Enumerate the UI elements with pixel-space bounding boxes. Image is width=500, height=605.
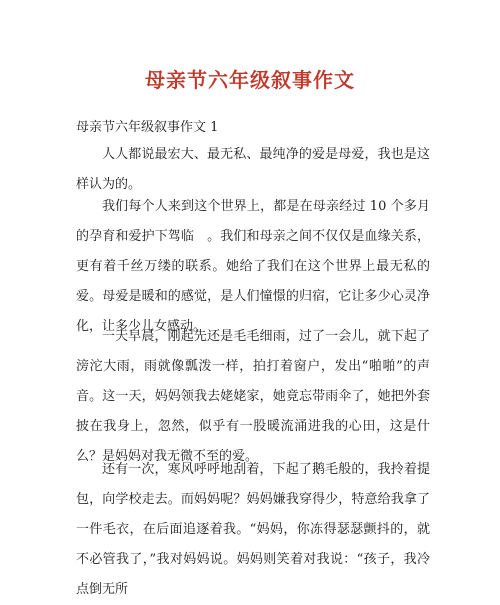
- paragraph: 人人都说最宏大、最无私、最纯净的爱是母爱，我也是这样认为的。: [76, 147, 430, 192]
- paragraph: 还有一次，寒风呼呼地刮着，下起了鹅毛般的，我拎着提包，向学校走去。而妈妈呢？妈妈嫌我穿得少，特意给我拿了一件毛衣，在后面追逐着我。“妈妈，你冻得瑟瑟颤抖的，就不必管我了，”我对妈妈说。妈妈则笑着对我说：“孩子，我冷点倒无所: [76, 462, 430, 597]
- document-subtitle: 母亲节六年级叙事作文 1: [76, 120, 219, 135]
- paragraph: 我们每个人来到这个世界上，都是在母亲经过 10 个多月的孕育和爱护下驾临 。我们和母亲之间不仅仅是血缘关系，更有着千丝万缕的联系。她给了我们在这个世界上最无私的爱。母爱是暖和的感觉，是人们憧憬的归宿，它让多少心灵净化，让多少儿女感动。: [76, 199, 430, 334]
- document-title: 母亲节六年级叙事作文: [145, 68, 355, 92]
- paragraph: 一天早晨，刚起先还是毛毛细雨，过了一会儿，就下起了滂沱大雨，雨就像瓢泼一样，拍打着窗户，发出“啪啪”的声音。这一天，妈妈领我去姥姥家，她竟忘带雨伞了，她把外套披在我身上，忽然，似乎有一股暖流涌进我的心田，这是什么？是妈妈对我无微不至的爱。: [76, 329, 430, 464]
